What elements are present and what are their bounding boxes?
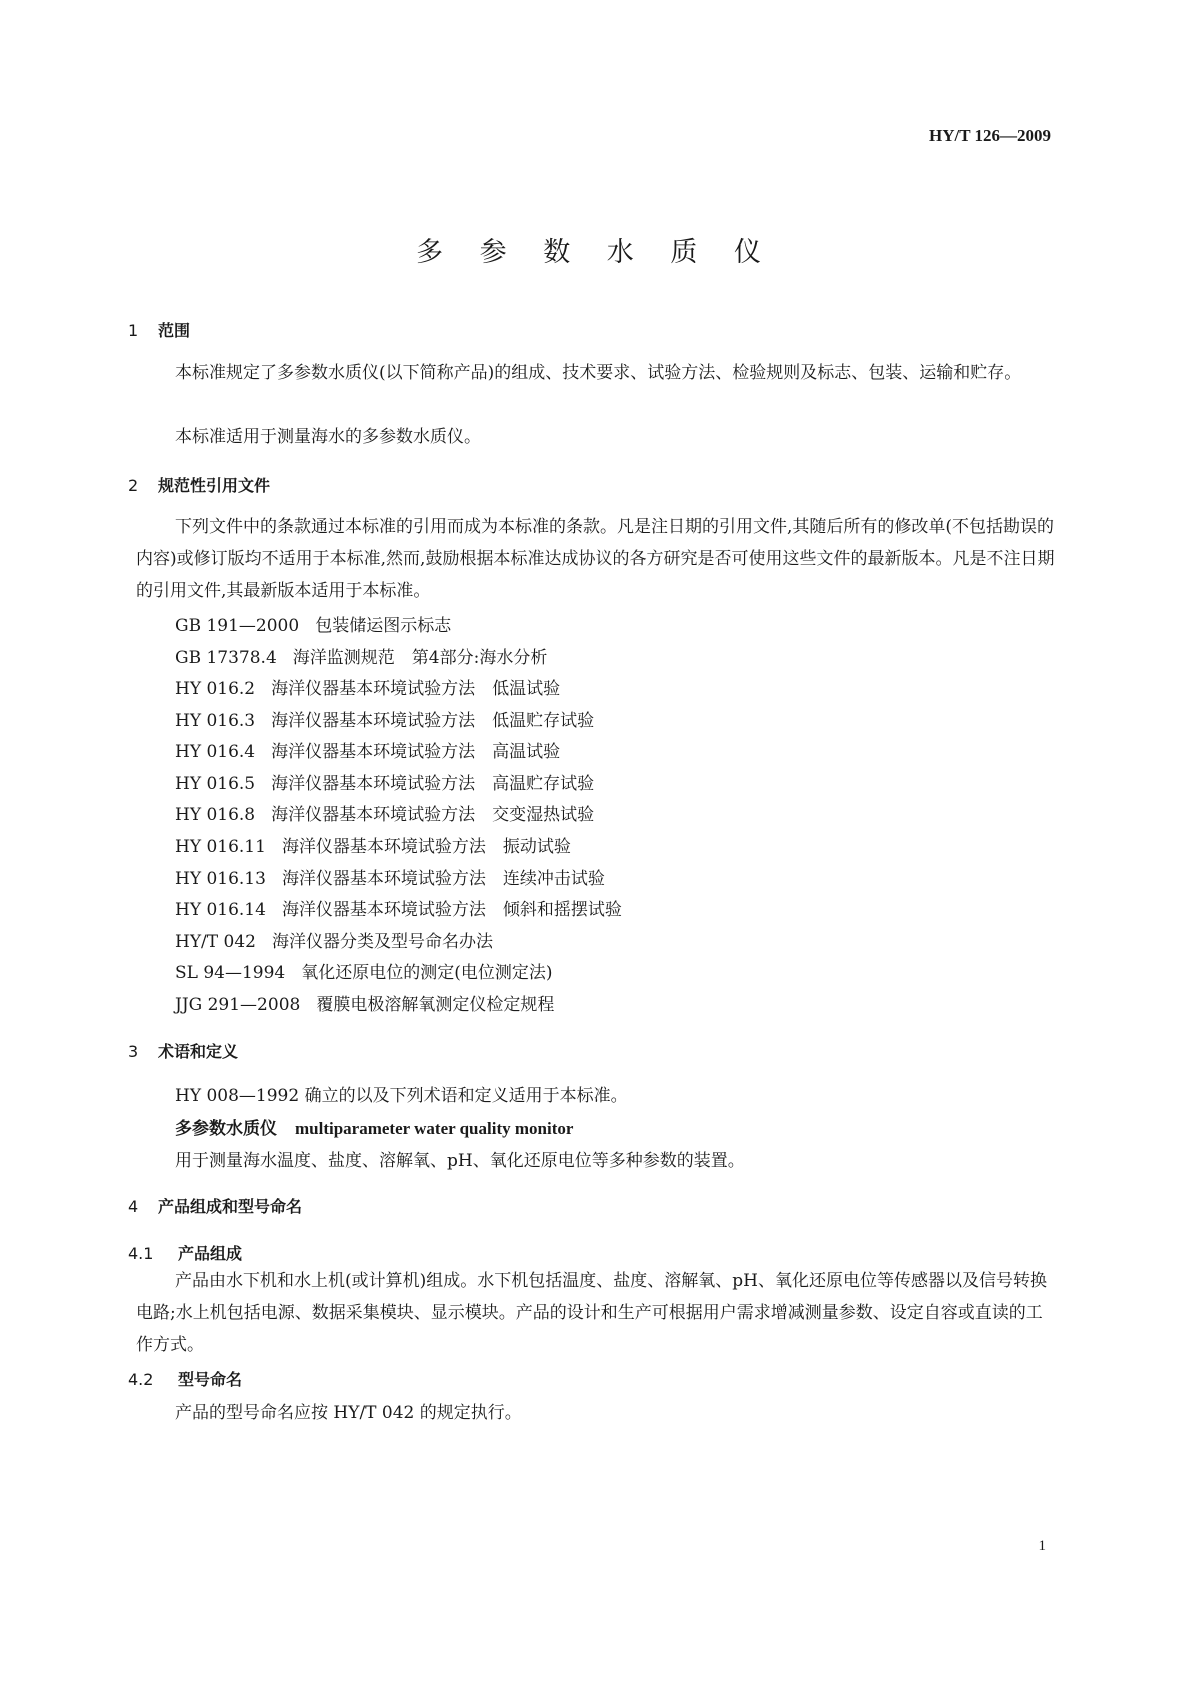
term-english: multiparameter water quality monitor [295,1119,574,1138]
section-1-paragraph-2: 本标准适用于测量海水的多参数水质仪。 [175,427,481,447]
section-title: 范围 [158,321,191,340]
reference-item: GB 191—2000 包装储运图示标志 [175,616,452,636]
section-3-heading [128,1039,238,1062]
reference-item: HY 016.2 海洋仪器基本环境试验方法 低温试验 [175,679,561,699]
section-2-heading [128,473,270,496]
subsection-4-1-heading [128,1241,242,1264]
reference-item: SL 94—1994 氧化还原电位的测定(电位测定法) [175,963,553,983]
reference-item: HY 016.13 海洋仪器基本环境试验方法 连续冲击试验 [175,869,605,889]
subsection-title: 型号命名 [178,1370,243,1389]
subsection-4-2-paragraph: 产品的型号命名应按 HY/T 042 的规定执行。 [175,1403,522,1423]
section-2-paragraph-1: 下列文件中的条款通过本标准的引用而成为本标准的条款。凡是注日期的引用文件,其随后所有的修改单(不包括勘误的内容)或修订版均不适用于本标准,然而,鼓励根据本标准达成协议的各方研究是否可使用这些文件的最新版本。凡是不注日期的引用文件,其最新版本适用于本标准。 [136,517,1055,601]
section-title: 规范性引用文件 [158,476,271,495]
subsection-number: 4.1 [128,1244,154,1263]
section-title: 术语和定义 [158,1042,239,1061]
term-definition: 用于测量海水温度、盐度、溶解氧、pH、氧化还原电位等多种参数的装置。 [175,1151,745,1171]
page-number: 1 [1038,1538,1046,1554]
section-3-paragraph-1: HY 008—1992 确立的以及下列术语和定义适用于本标准。 [175,1086,628,1106]
reference-item: HY 016.14 海洋仪器基本环境试验方法 倾斜和摇摆试验 [175,900,622,920]
reference-item: HY/T 042 海洋仪器分类及型号命名办法 [175,932,493,952]
section-number: 2 [128,476,139,495]
section-number: 1 [128,321,139,340]
subsection-4-2-heading [128,1367,242,1390]
subsection-title: 产品组成 [178,1244,243,1263]
reference-item: HY 016.4 海洋仪器基本环境试验方法 高温试验 [175,742,561,762]
section-number: 3 [128,1042,139,1061]
reference-item: HY 016.3 海洋仪器基本环境试验方法 低温贮存试验 [175,711,595,731]
section-1-heading [128,318,190,341]
section-1-paragraph-1: 本标准规定了多参数水质仪(以下简称产品)的组成、技术要求、试验方法、检验规则及标志、包装、运输和贮存。 [175,363,1022,383]
subsection-4-1-paragraph: 产品由水下机和水上机(或计算机)组成。水下机包括温度、盐度、溶解氧、pH、氧化还原电位等传感器以及信号转换电路;水上机包括电源、数据采集模块、显示模块。产品的设计和生产可根据用户需求增减测量参数、设定自容或直读的工作方式。 [136,1271,1047,1355]
term-entry [175,1114,573,1139]
section-number: 4 [128,1197,139,1216]
reference-item: JJG 291—2008 覆膜电极溶解氧测定仪检定规程 [175,995,555,1015]
section-4-heading [128,1194,302,1217]
reference-item: HY 016.8 海洋仪器基本环境试验方法 交变湿热试验 [175,805,595,825]
term-chinese: 多参数水质仪 [175,1119,277,1139]
reference-item: HY 016.11 海洋仪器基本环境试验方法 振动试验 [175,837,571,857]
standard-number: HY/T 126—2009 [928,126,1051,145]
section-title: 产品组成和型号命名 [158,1197,303,1216]
document-title: 多 参 数 水 质 仪 [416,237,775,268]
subsection-number: 4.2 [128,1370,154,1389]
reference-item: HY 016.5 海洋仪器基本环境试验方法 高温贮存试验 [175,774,595,794]
reference-item: GB 17378.4 海洋监测规范 第4部分:海水分析 [175,648,548,668]
